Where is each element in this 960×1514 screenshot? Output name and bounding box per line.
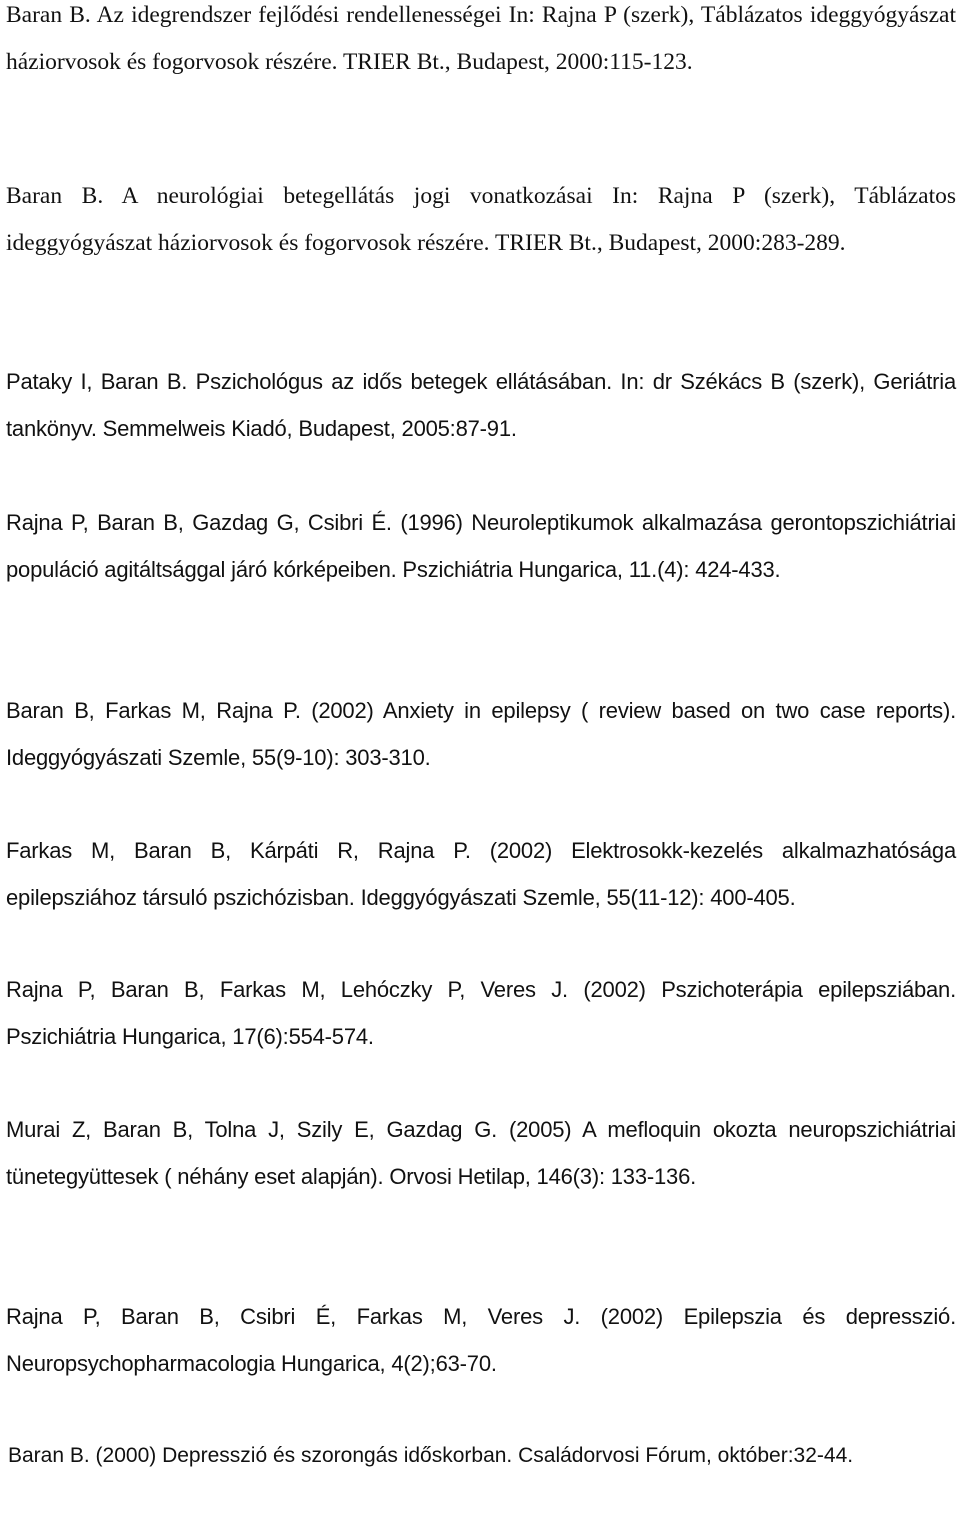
reference-entry: Rajna P, Baran B, Csibri É, Farkas M, Veres J. (2002) Epilepszia és depresszió. Neuropsychopharmacologia Hungarica, 4(2);63-70.: [6, 1304, 956, 1376]
reference-entry: Rajna P, Baran B, Farkas M, Lehóczky P, Veres J. (2002) Pszichoterápia epilepsziában. Pszichiátria Hungarica, 17(6):554-574.: [6, 977, 956, 1049]
reference-entry: Farkas M, Baran B, Kárpáti R, Rajna P. (2002) Elektrosokk-kezelés alkalmazhatósága epilepsziához társuló pszichózisban. Ideggyógyászati Szemle, 55(11-12): 400-405.: [6, 838, 956, 910]
reference-entry: Baran B. (2000) Depresszió és szorongás időskorban. Családorvosi Fórum, október:32-44.: [8, 1444, 854, 1467]
reference-entry: Murai Z, Baran B, Tolna J, Szily E, Gazdag G. (2005) A mefloquin okozta neuropszichiátriai tünetegyüttesek ( néhány eset alapján). Orvosi Hetilap, 146(3): 133-136.: [6, 1117, 956, 1189]
reference-entry: Baran B, Farkas M, Rajna P. (2002) Anxiety in epilepsy ( review based on two case reports). Ideggyógyászati Szemle, 55(9-10): 303-310.: [6, 698, 956, 770]
reference-entry: Pataky I, Baran B. Pszichológus az idős betegek ellátásában. In: dr Székács B (szerk), Geriátria tankönyv. Semmelweis Kiadó, Budapest, 2005:87-91.: [6, 369, 956, 441]
reference-entry: Rajna P, Baran B, Gazdag G, Csibri É. (1996) Neuroleptikumok alkalmazása gerontopszichiátriai populáció agitáltsággal járó kórképeiben. Pszichiátria Hungarica, 11.(4): 424-433.: [6, 510, 956, 582]
reference-entry: Baran B. Az idegrendszer fejlődési rendellenességei In: Rajna P (szerk), Táblázatos ideggyógyászat háziorvosok és fogorvosok részére. TRIER Bt., Budapest, 2000:115-123.: [6, 2, 956, 75]
reference-entry: Baran B. A neurológiai betegellátás jogi vonatkozásai In: Rajna P (szerk), Táblázatos ideggyógyászat háziorvosok és fogorvosok részére. TRIER Bt., Budapest, 2000:283-289.: [6, 183, 956, 256]
